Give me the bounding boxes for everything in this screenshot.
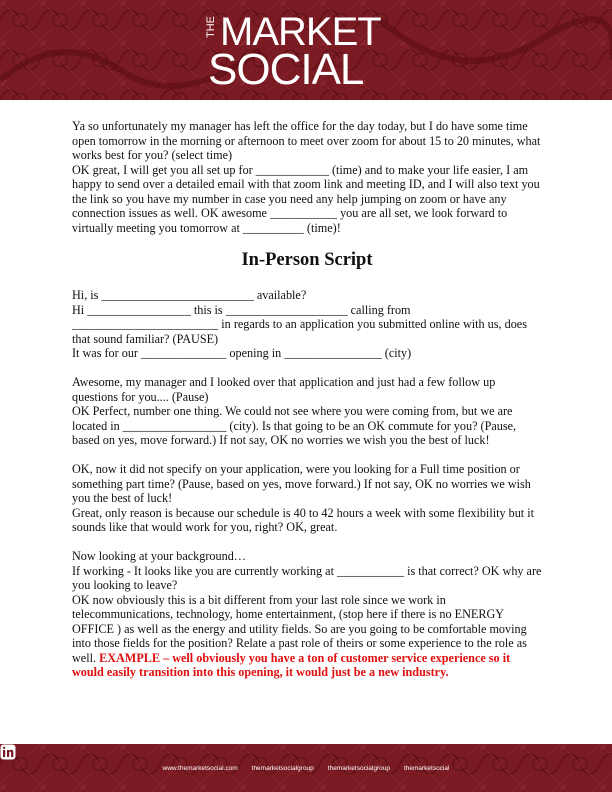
paragraph: Awesome, my manager and I looked over that application and just had a few follow up questions for you.... (Pause) bbox=[72, 375, 496, 404]
logo-social: SOCIAL bbox=[208, 45, 364, 94]
paragraph: Great, only reason is because our schedule is 40 to 42 hours a week with some flexibility but it sounds like that would work for you, right? OK, great. bbox=[72, 505, 535, 534]
footer-links bbox=[0, 744, 612, 792]
footer-linkedin[interactable] bbox=[404, 765, 450, 772]
footer-banner bbox=[0, 744, 612, 792]
footer-instagram[interactable] bbox=[328, 765, 390, 772]
paragraph: Ya so unfortunately my manager has left the office for the day today, but I do have some time open tomorrow in the morning or afternoon to meet over zoom for about 15 to 20 minutes, what works best for you? (select time) bbox=[72, 119, 541, 162]
facebook-text: themarketsocialgroup bbox=[251, 764, 314, 772]
linkedin-text: themarketsocial bbox=[403, 764, 450, 772]
paragraph-text: OK now obviously this is a bit different from your last role since we work in telecommunications, technology, home entertainment, (stop here if there is no ENERGY OFFICE ) as well as the energy and utility fields. So are you going to be comfortable moving into those fields for the position? Relate a past role of theirs or some experience to the role as well. bbox=[72, 592, 527, 665]
brand-logo bbox=[206, 12, 406, 92]
paragraph: Now looking at your background… bbox=[72, 549, 246, 563]
section-title: In-Person Script bbox=[241, 250, 373, 270]
paragraph: OK great, I will get you all set up for ____________ (time) and to make your life easier, I am happy to send over a detailed email with that zoom link and meeting ID, and I will also text you the link so you have my number in case you need any help jumping on zoom or have any connection issues as well. OK awesome ___________ you are all set, we look forward to virtually meeting you tomorrow at __________ (time)! bbox=[72, 162, 540, 235]
paragraph bbox=[72, 593, 542, 680]
footer-website[interactable] bbox=[163, 765, 238, 772]
paragraph: If working - It looks like you are currently working at ___________ is that correct? OK why are you looking to leave? bbox=[72, 563, 542, 592]
paragraph: OK, now it did not specify on your application, were you looking for a Full time position or something part time? (Pause, based on yes, move forward.) If not say, OK no worries we wish you the best of luck! bbox=[72, 462, 531, 505]
footer-facebook[interactable] bbox=[252, 765, 314, 772]
website-text: www.themarketsocial.com bbox=[162, 764, 238, 772]
paragraph: OK Perfect, number one thing. We could not see where you were coming from, but we are located in _________________ (city). Is that going to be an OK commute for you? (Pause, based on yes, move forward.) If not say, OK no worries we wish you the best of luck! bbox=[72, 404, 517, 447]
logo-market: MARKET bbox=[220, 10, 381, 54]
script-content bbox=[72, 119, 542, 680]
header-banner bbox=[0, 0, 612, 100]
paragraph: Hi _________________ this is ____________________ calling from ________________________ in regards to an application you submitted online with us, does that sound familiar? (PAUSE) bbox=[72, 302, 527, 346]
instagram-text: themarketsocialgroup bbox=[327, 764, 390, 772]
logo-the: THE bbox=[205, 16, 217, 38]
paragraph: Hi, is _________________________ available? bbox=[72, 288, 307, 302]
paragraph: It was for our ______________ opening in ________________ (city) bbox=[72, 346, 412, 360]
example-highlight: EXAMPLE – well obviously you have a ton of customer service experience so it would easily transition into this opening, it would just be a new industry. bbox=[72, 650, 511, 679]
linkedin-icon bbox=[0, 744, 16, 760]
